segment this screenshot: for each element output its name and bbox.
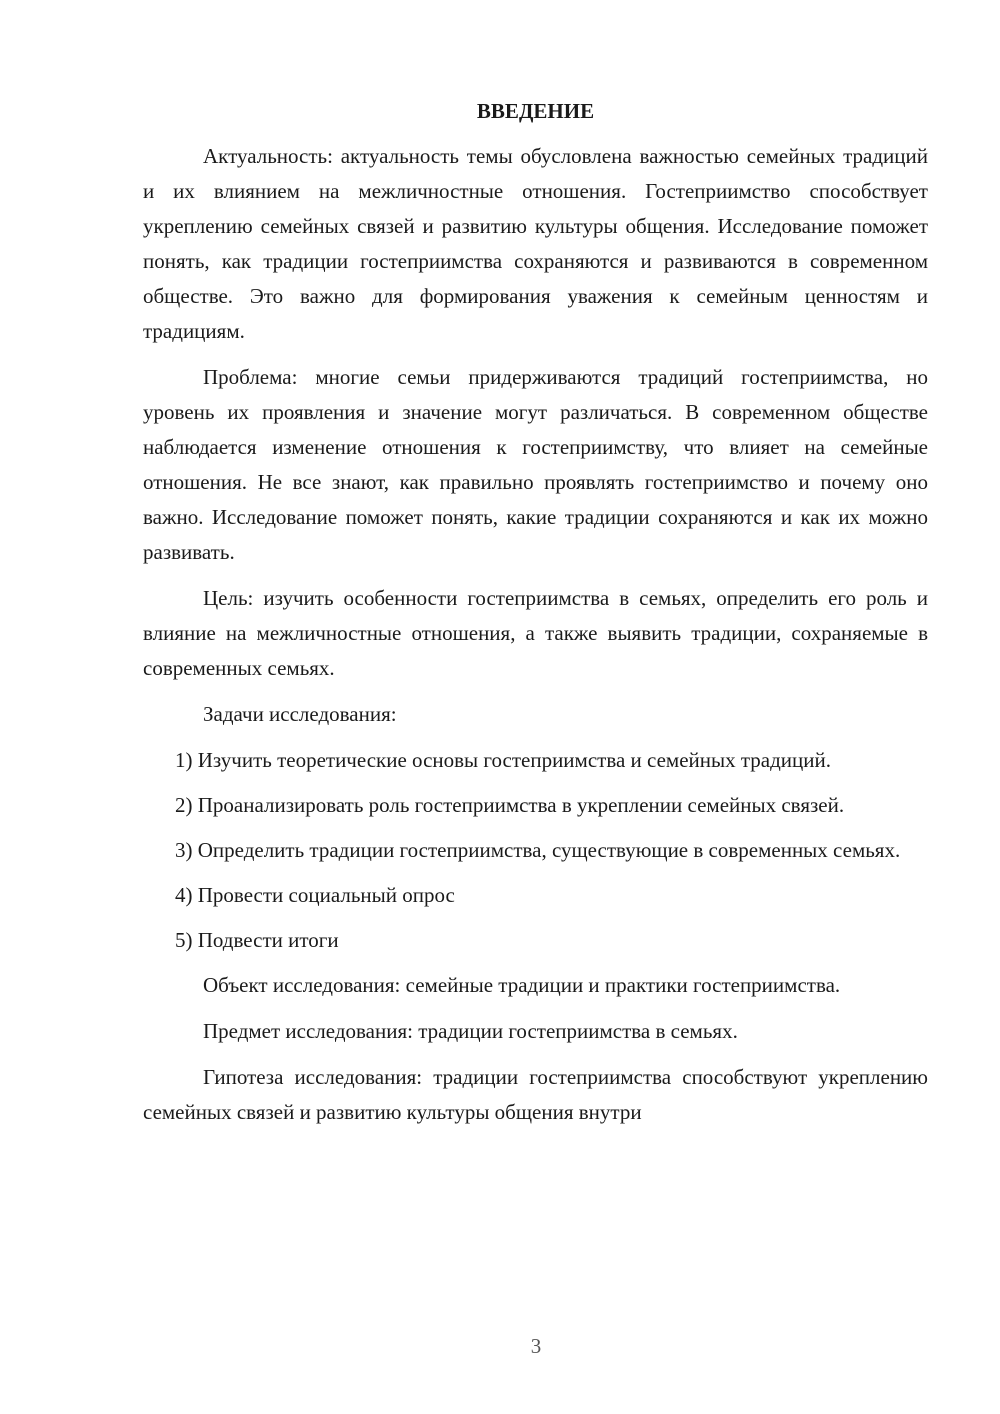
paragraph-object: Объект исследования: семейные традиции и практики гостеприимства. <box>203 973 841 997</box>
task-item-4: 4) Провести социальный опрос <box>175 883 455 907</box>
paragraph-hypothesis: Гипотеза исследования: традиции гостеприимства способствуют укреплению семейных связей и развитию культуры общения внутри <box>143 1065 928 1124</box>
paragraph-goal: Цель: изучить особенности гостеприимства в семьях, определить его роль и влияние на межличностные отношения, а также выявить традиции, сохраняемые в современных семьях. <box>143 586 928 680</box>
section-heading: ВВЕДЕНИЕ <box>476 99 595 123</box>
task-item-5: 5) Подвести итоги <box>175 928 339 952</box>
page-content <box>143 96 928 1141</box>
paragraph-problem: Проблема: многие семьи придерживаются традиций гостеприимства, но уровень их проявления и значение могут различаться. В современном обществе наблюдается изменение отношения к гостеприимству, что влияет на семейные отношения. Не все знают, как правильно проявлять гостеприимство и почему оно важно. Исследование поможет понять, какие традиции сохраняются и как их можно развивать. <box>143 365 928 564</box>
task-item-2: 2) Проанализировать роль гостеприимства в укреплении семейных связей. <box>175 793 845 817</box>
task-item-1: 1) Изучить теоретические основы гостеприимства и семейных традиций. <box>175 748 832 772</box>
page-number: 3 <box>530 1334 542 1358</box>
paragraph-subject: Предмет исследования: традиции гостеприимства в семьях. <box>203 1019 738 1043</box>
task-item-3: 3) Определить традиции гостеприимства, существующие в современных семьях. <box>175 838 901 862</box>
paragraph-relevance: Актуальность: актуальность темы обусловлена важностью семейных традиций и их влиянием на межличностные отношения. Гостеприимство способствует укреплению семейных связей и развитию культуры общения. Исследование поможет понять, как традиции гостеприимства сохраняются и развиваются в современном обществе. Это важно для формирования уважения к семейным ценностям и традициям. <box>143 144 928 343</box>
paragraph-tasks-heading: Задачи исследования: <box>203 702 397 726</box>
